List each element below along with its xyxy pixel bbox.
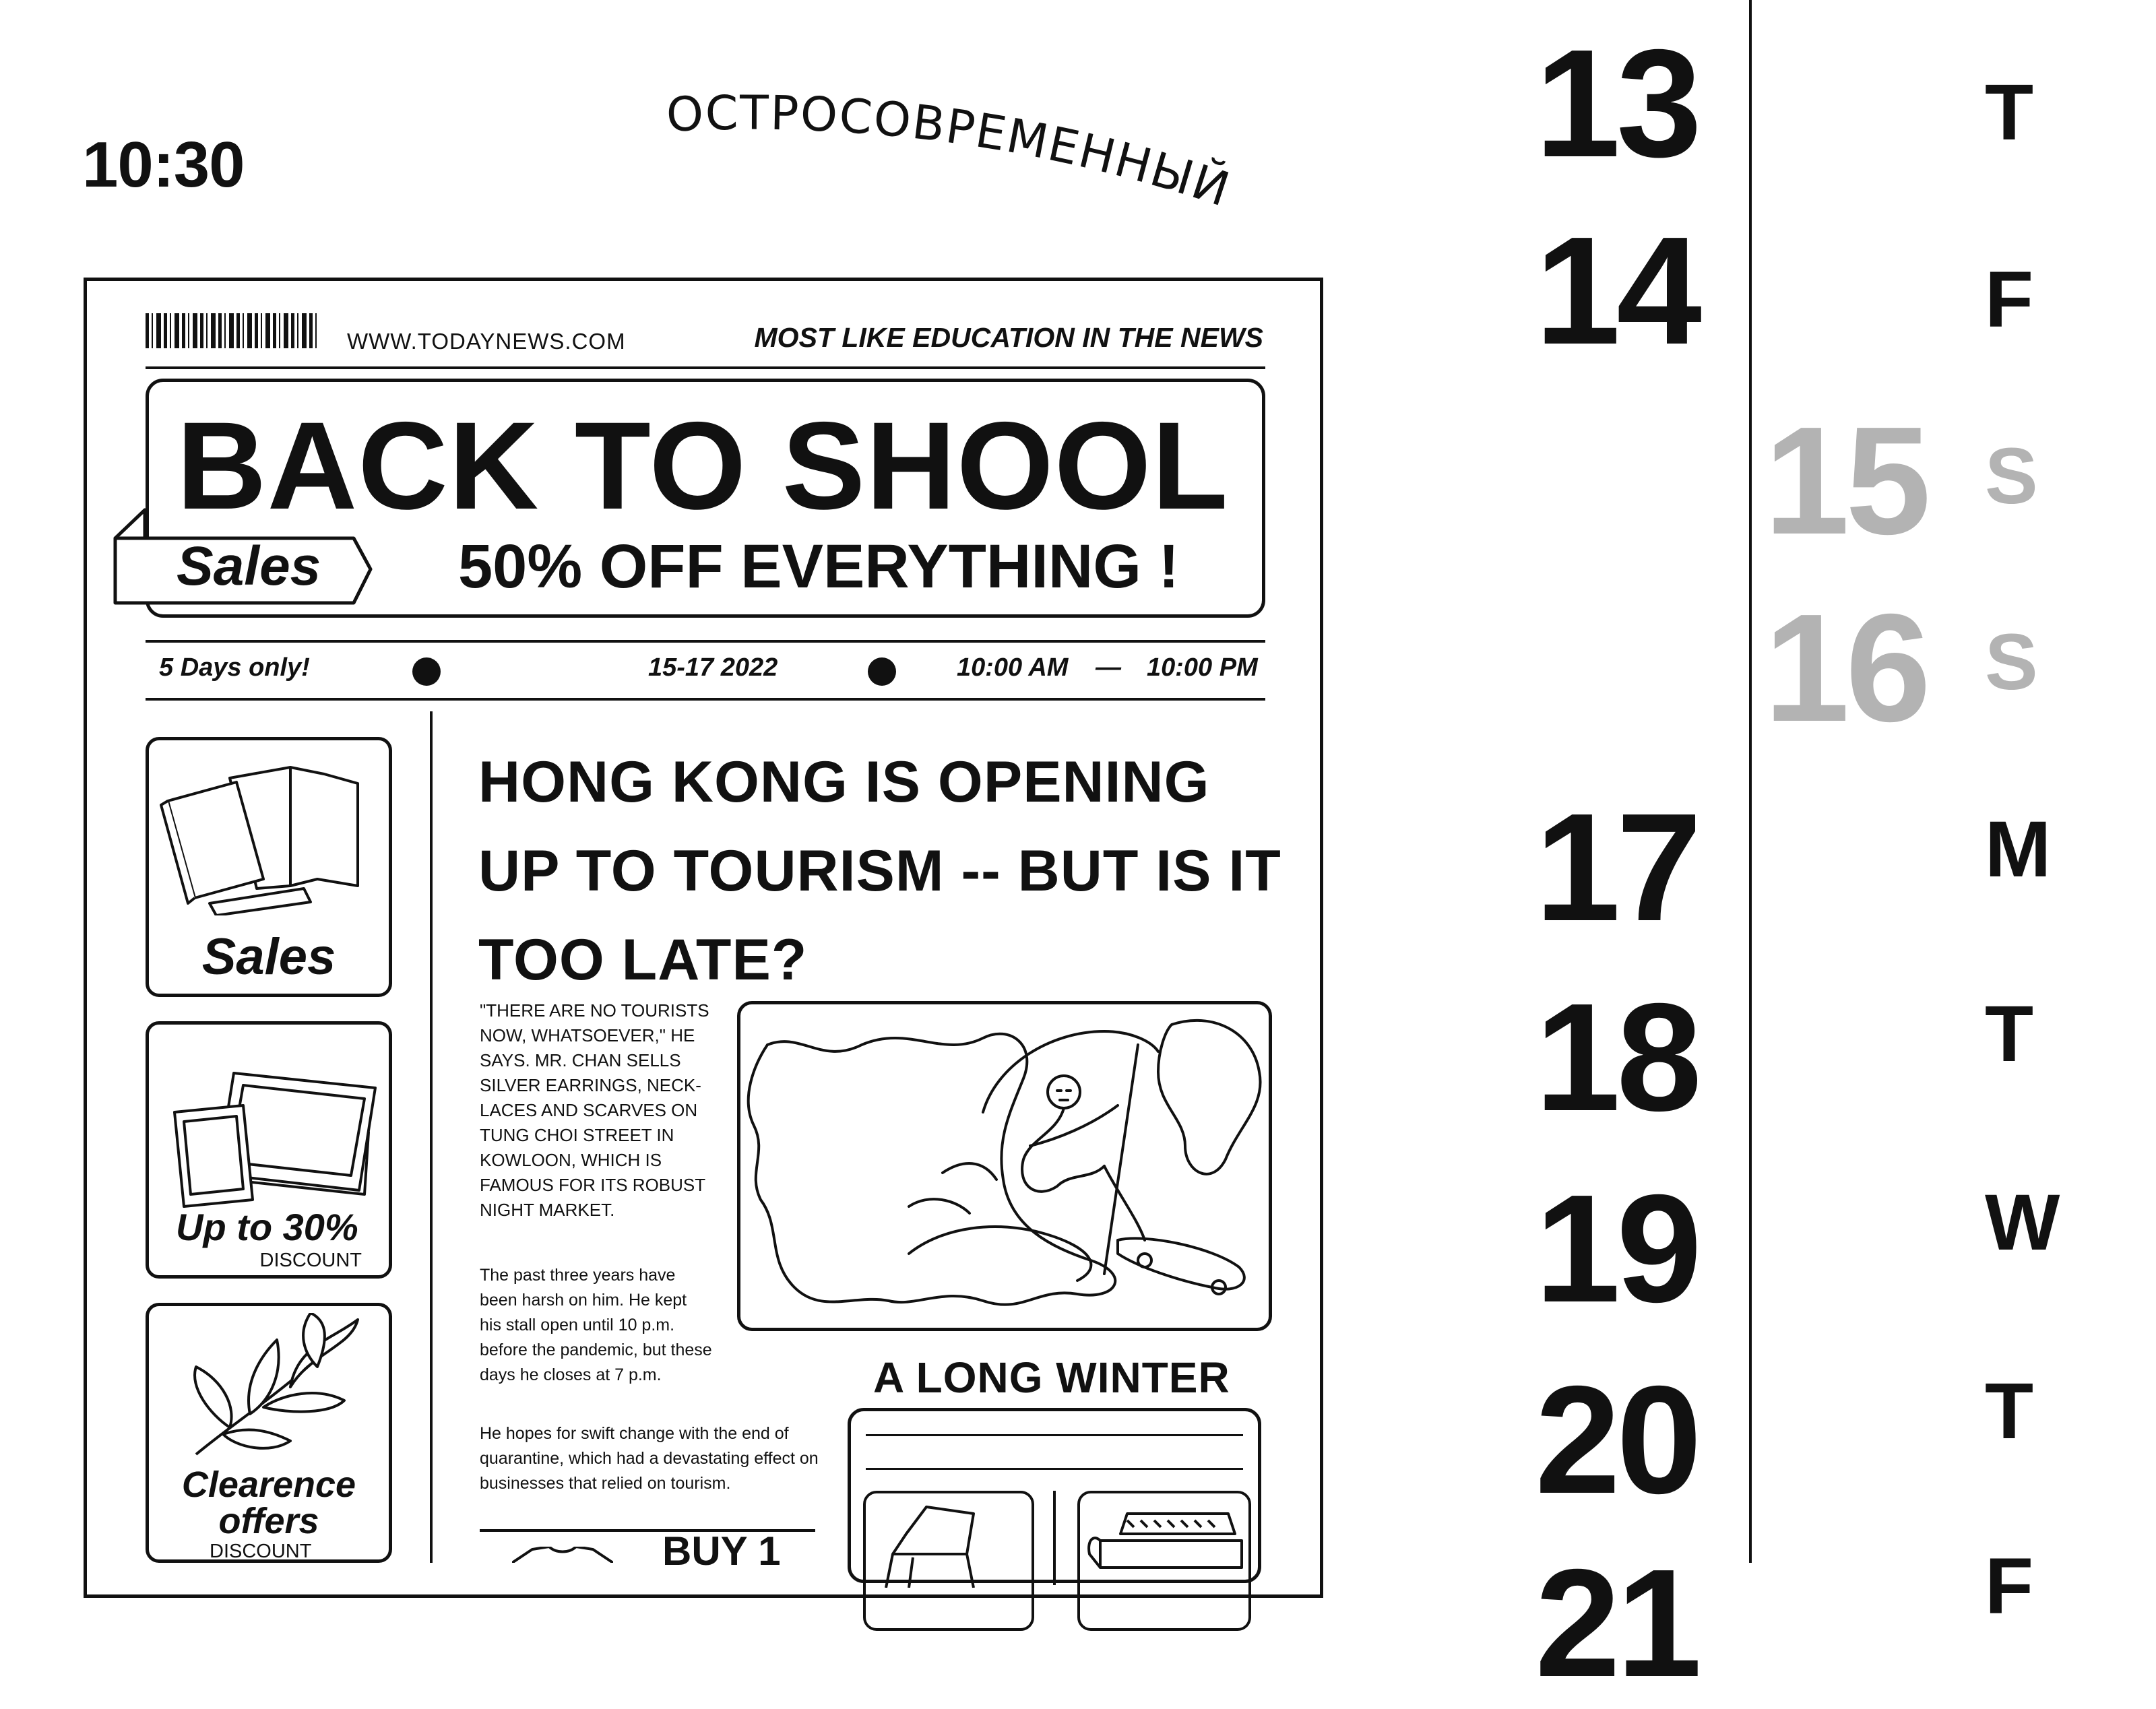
calendar-weekday-weekend: S bbox=[1985, 432, 2038, 521]
section-title: A LONG WINTER bbox=[873, 1353, 1230, 1402]
calendar-date: 13 bbox=[1535, 18, 1698, 189]
hero-title: BACK TO SHOOL bbox=[177, 397, 1229, 536]
bullet-icon bbox=[412, 657, 441, 686]
discount-card bbox=[146, 1021, 392, 1279]
info-start-time: 10:00 AM bbox=[957, 653, 1069, 682]
calendar-weekday: F bbox=[1985, 255, 2034, 344]
text-line bbox=[866, 1468, 1243, 1470]
curved-title-text: ОСТРОСОВРЕМЕННЫЙ bbox=[665, 85, 1238, 218]
bullet-icon bbox=[868, 657, 896, 686]
info-rule-top bbox=[146, 640, 1265, 643]
newspaper-motto: MOST LIKE EDUCATION IN THE NEWS bbox=[754, 322, 1263, 353]
shirt-icon bbox=[512, 1547, 613, 1563]
article-quote: "THERE ARE NO TOURISTS NOW, WHATSOEVER," HE SAYS. MR. CHAN SELLS SILVER EARRINGS, NECK-LACES AND SCARVES ON TUNG CHOI STREET IN KOWLOON, WHICH IS FAMOUS FOR ITS ROBUST NIGHT MARKET. bbox=[480, 1000, 709, 1220]
sales-card bbox=[146, 737, 392, 997]
calendar-weekday-weekend: S bbox=[1985, 618, 2038, 707]
calendar-date: 21 bbox=[1535, 1538, 1698, 1709]
calendar-date: 17 bbox=[1535, 782, 1698, 953]
ribbon-label: Sales bbox=[177, 536, 321, 597]
info-end-time: 10:00 PM bbox=[1147, 653, 1258, 682]
sofa-product-icon bbox=[1077, 1491, 1251, 1631]
calendar-weekday: F bbox=[1985, 1542, 2034, 1631]
books-icon bbox=[156, 747, 385, 915]
article-body-2: He hopes for swift change with the end of quarantine, which had a devastating effect on businesses that relied on tourism. bbox=[480, 1424, 819, 1493]
header-rule bbox=[146, 366, 1265, 369]
promo-title: BUY 1 bbox=[662, 1528, 781, 1574]
website-url: WWW.TODAYNEWS.COM bbox=[347, 329, 626, 354]
photos-icon bbox=[169, 1033, 385, 1208]
curved-title bbox=[660, 81, 1280, 243]
card-subtitle: DISCOUNT bbox=[259, 1250, 362, 1271]
card-title: Sales bbox=[201, 928, 336, 986]
info-duration: 5 Days only! bbox=[159, 653, 310, 682]
calendar-weekday: M bbox=[1985, 805, 2052, 894]
article-illustration bbox=[737, 1001, 1272, 1331]
calendar-weekday: T bbox=[1985, 990, 2034, 1078]
column-divider bbox=[430, 711, 433, 1563]
clock-time: 10:30 bbox=[82, 129, 245, 201]
calendar-weekday: W bbox=[1985, 1178, 2060, 1267]
calendar-date: 19 bbox=[1535, 1163, 1698, 1334]
info-dates: 15-17 2022 bbox=[648, 653, 778, 682]
hero-subtitle: 50% OFF EVERYTHING ! bbox=[458, 532, 1180, 601]
skeleton-skater-illustration bbox=[740, 1004, 1272, 1331]
calendar-date: 14 bbox=[1535, 205, 1698, 377]
calendar-date-weekend: 16 bbox=[1764, 583, 1927, 754]
barcode-icon bbox=[146, 313, 317, 348]
leaf-branch-icon bbox=[176, 1313, 371, 1461]
long-winter-box bbox=[848, 1408, 1261, 1583]
calendar-weekday: T bbox=[1985, 68, 2034, 157]
article-headline: HONG KONG IS OPENING UP TO TOURISM -- BUT IS IT TOO LATE? bbox=[478, 750, 1281, 992]
box-divider bbox=[1053, 1491, 1056, 1585]
calendar-divider bbox=[1749, 0, 1752, 1563]
clearance-card bbox=[146, 1303, 392, 1563]
calendar-weekday: T bbox=[1985, 1367, 2034, 1456]
card-title: Clearence offers bbox=[181, 1464, 356, 1541]
info-dash: — bbox=[1096, 653, 1121, 682]
calendar-date: 20 bbox=[1535, 1355, 1698, 1526]
calendar-date: 18 bbox=[1535, 972, 1698, 1143]
card-title: Up to 30% bbox=[176, 1206, 358, 1248]
calendar-date-weekend: 15 bbox=[1764, 395, 1927, 567]
card-subtitle: DISCOUNT bbox=[210, 1541, 312, 1562]
info-rule-bottom bbox=[146, 698, 1265, 701]
text-line bbox=[866, 1434, 1243, 1436]
article-body-1: The past three years have been harsh on him. He kept his stall open until 10 p.m. before the pandemic, but these days he closes at 7 p.m. bbox=[480, 1266, 712, 1384]
chair-product-icon bbox=[863, 1491, 1034, 1631]
